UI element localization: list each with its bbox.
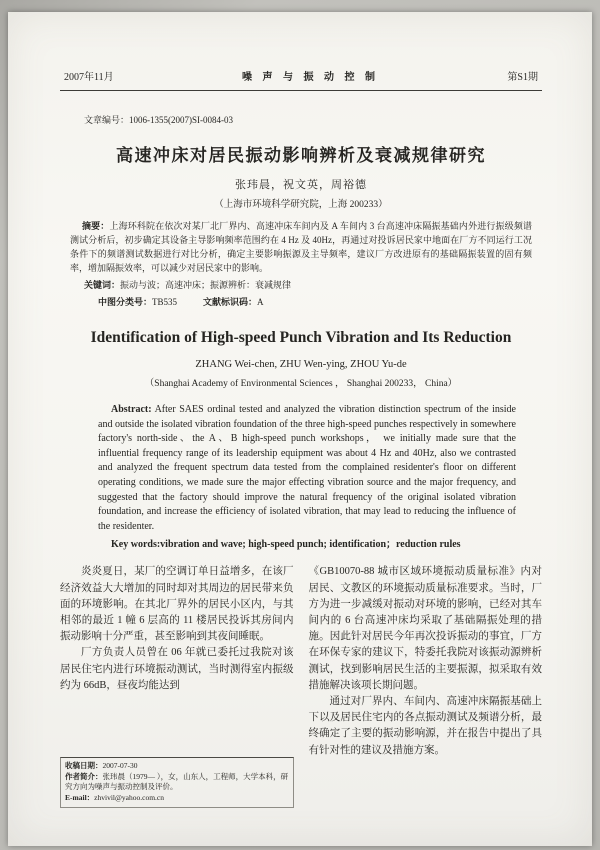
doc-code-value: A — [257, 297, 264, 307]
doc-code-label: 文献标识码： — [203, 297, 258, 307]
abstract-en — [98, 403, 516, 534]
body-column-left — [60, 564, 294, 808]
paper-page — [8, 12, 592, 846]
issue-date: 2007年11月 — [64, 72, 114, 83]
received-date: 2007-07-30 — [102, 761, 138, 771]
keywords-en — [98, 535, 516, 550]
keywords-label-cn: 关键词： — [84, 280, 121, 290]
body-paragraph-left-2: 厂方负责人员曾在 06 年就已委托过我院对该居民住宅内进行环境振动测试，当时测得室内振级约为 66dB，昼夜均能达到 — [60, 647, 294, 691]
abstract-text-en: After SAES ordinal tested and analyzed the vibration distinction spectrum of the inside and outside the isolated vibration foundation of the three high-speed punches respectively in somewhere factory's north-side、the A、B high-speed punch workshops， we initially made sure that the influential frequency range of its leadership equipment was about 4 Hz and 40Hz, also we contrasted and analyzed the frequent spectrum data tested from the complained residenter's floor on different operating conditions, we made sure the major effecting vibration source and the major frequency, and suggested that the factory should improve the natural frequency of the original isolated vibration foundation, and increase the efficiency of isolated vibration, that may lead to reducing the influence of the residenter. — [98, 404, 517, 532]
received-label: 收稿日期： — [65, 761, 103, 771]
body-paragraph-right-1: 《GB10070-88 城市区域环境振动质量标准》内对居民、文教区的环境振动质量标准要求。当时，厂方为进一步减缓对振动对环境的影响，已经对其车间内的 6 台高速冲床均采取了基础隔振处理的措施。因此针对居民今年再次投诉振动的事宜，厂方在环保专家的建议下，特委托我院对该振动源辨析测试，找到影响居民生活的主要振源，拟采取有效措施解决该项长期问题。 — [308, 566, 542, 691]
received-date-line — [65, 761, 289, 772]
footnote-box — [60, 757, 294, 808]
paper-title-cn: 高速冲床对居民振动影响辨析及衰减规律研究 — [116, 146, 486, 165]
keywords-cn — [84, 278, 542, 291]
email-label: E-mail： — [65, 792, 95, 802]
clc-value: TB535 — [152, 297, 178, 307]
classification-row — [98, 295, 542, 308]
author-bio: 张玮晨（1979— ），女，山东人，工程师，大学本科，研究方向为噪声与振动控制及评价。 — [65, 771, 289, 792]
body-column-right — [309, 564, 543, 808]
abstract-label-en: Abstract: — [111, 404, 152, 415]
abstract-text-cn: 上海环科院在依次对某厂北厂界内、高速冲床车间内及 A 车间内 3 台高速冲床隔振基础内外进行振级频谱测试分析后，初步确定其设备主导影响频率范围约在 4 Hz 及 40Hz，再通过对投诉居民家中地面在厂方不同运行工况条件下的频谱测试数据进行对比分析，确定主要影响振源及主导频率，建议厂方改进原有的基础隔振装置的固有频率，增加隔振效率，可以减少对居民家中的影响。 — [70, 221, 532, 273]
journal-header — [60, 68, 542, 91]
email-address: zhvivil@yahoo.com.cn — [94, 792, 164, 802]
email-line — [65, 793, 289, 804]
affiliation-en: （Shanghai Academy of Environmental Sciences ， Shanghai 200233， China） — [144, 379, 458, 389]
body-paragraph-left-1: 炎炎夏日，某厂的空调订单日益增多，在该厂经济效益大大增加的同时却对其周边的居民带来负面的环境影响。在其北厂界外的居民小区内，与其相邻的最近 1 幢 6 层高的 11 楼居民投诉其房间内振动影响十分严重，甚至影响到其夜间睡眠。 — [60, 566, 294, 643]
body-columns — [60, 564, 542, 808]
keywords-text-cn: 振动与波；高速冲床；振源辨析：衰减规律 — [120, 280, 292, 290]
journal-title: 噪 声 与 振 动 控 制 — [242, 72, 380, 83]
body-paragraph-right-2: 通过对厂界内、车间内、高速冲床隔振基础上下以及居民住宅内的各点振动测试及频谱分析，最终确定了主要的振动影响源，并在报告中提出了具有针对性的建议及措施方案。 — [308, 695, 542, 756]
authors-cn: 张玮晨，祝文英，周裕德 — [235, 179, 367, 191]
authors-en: ZHANG Wei-chen, ZHU Wen-ying, ZHOU Yu-de — [195, 359, 407, 370]
abstract-cn — [70, 219, 532, 275]
affiliation-cn: （上海市环境科学研究院，上海 200233） — [214, 200, 388, 210]
author-bio-line — [65, 772, 289, 793]
article-number: 文章编号：1006-1355(2007)SI-0084-03 — [84, 115, 233, 125]
bio-label: 作者简介： — [65, 771, 103, 781]
keywords-text-en: Key words:vibration and wave; high-speed punch; identification；reduction rules — [111, 539, 461, 551]
abstract-label-cn: 摘要： — [82, 221, 110, 231]
clc-label: 中图分类号： — [98, 297, 153, 307]
paper-title-en: Identification of High-speed Punch Vibration and Its Reduction — [90, 329, 512, 346]
issue-number: 第S1期 — [507, 72, 538, 83]
